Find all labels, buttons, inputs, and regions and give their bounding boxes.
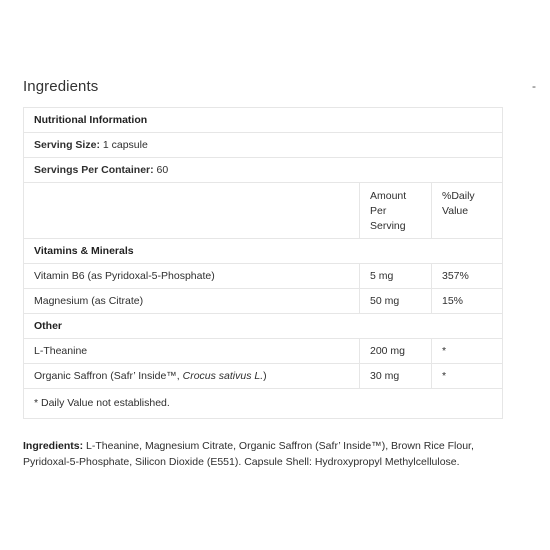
ingredients-label: Ingredients: xyxy=(23,440,84,452)
nutrient-daily-value: 357% xyxy=(432,264,503,289)
nutrient-name xyxy=(24,364,360,389)
nutrient-name: Vitamin B6 (as Pyridoxal-5-Phosphate) xyxy=(24,264,360,289)
servings-per-container-cell xyxy=(24,158,503,183)
section-heading-vitamins: Vitamins & Minerals xyxy=(24,239,503,264)
nutrient-name-suffix: ) xyxy=(263,369,267,382)
column-header-name xyxy=(24,183,360,239)
footnote: * Daily Value not established. xyxy=(24,389,503,419)
nutrient-name-prefix: Organic Saffron (Safr’ Inside™, xyxy=(34,369,183,382)
table-row xyxy=(24,339,503,364)
nutrient-amount: 5 mg xyxy=(360,264,432,289)
nutrient-daily-value: * xyxy=(432,339,503,364)
column-header-daily-value: %Daily Value xyxy=(432,183,503,239)
nutrition-facts-table xyxy=(23,107,503,419)
nutrient-amount: 30 mg xyxy=(360,364,432,389)
nutrient-name-latin: Crocus sativus L. xyxy=(182,369,264,382)
nutrient-name: L-Theanine xyxy=(24,339,360,364)
servings-per-container-label: Servings Per Container: xyxy=(34,163,154,176)
serving-size-value: 1 capsule xyxy=(99,138,148,151)
page-title: Ingredients xyxy=(23,78,99,95)
stray-mark: - xyxy=(532,79,536,93)
serving-size-cell xyxy=(24,133,503,158)
table-row xyxy=(24,289,503,314)
table-row-servings-per-container xyxy=(24,158,503,183)
serving-size-label: Serving Size: xyxy=(34,138,100,151)
nutrient-amount: 50 mg xyxy=(360,289,432,314)
servings-per-container-value: 60 xyxy=(153,163,169,176)
table-row-section-heading xyxy=(24,314,503,339)
table-row-footnote xyxy=(24,389,503,419)
table-row-column-headers xyxy=(24,183,503,239)
table-row-heading xyxy=(24,108,503,133)
nutrient-daily-value: * xyxy=(432,364,503,389)
nutrient-daily-value: 15% xyxy=(432,289,503,314)
table-row xyxy=(24,264,503,289)
column-header-amount: Amount Per Serving xyxy=(360,183,432,239)
nutrient-amount: 200 mg xyxy=(360,339,432,364)
table-row-section-heading xyxy=(24,239,503,264)
table-row-serving-size xyxy=(24,133,503,158)
nutritional-info-heading: Nutritional Information xyxy=(24,108,503,133)
nutrient-name: Magnesium (as Citrate) xyxy=(24,289,360,314)
ingredients-paragraph xyxy=(23,438,523,470)
ingredients-list: L-Theanine, Magnesium Citrate, Organic Saffron (Safr’ Inside™), Brown Rice Flour, Pyridoxal-5-Phosphate, Silicon Dioxide (E551). Capsule Shell: Hydroxypropyl Methylcellulose. xyxy=(23,440,474,468)
section-heading-other: Other xyxy=(24,314,503,339)
table-row xyxy=(24,364,503,389)
